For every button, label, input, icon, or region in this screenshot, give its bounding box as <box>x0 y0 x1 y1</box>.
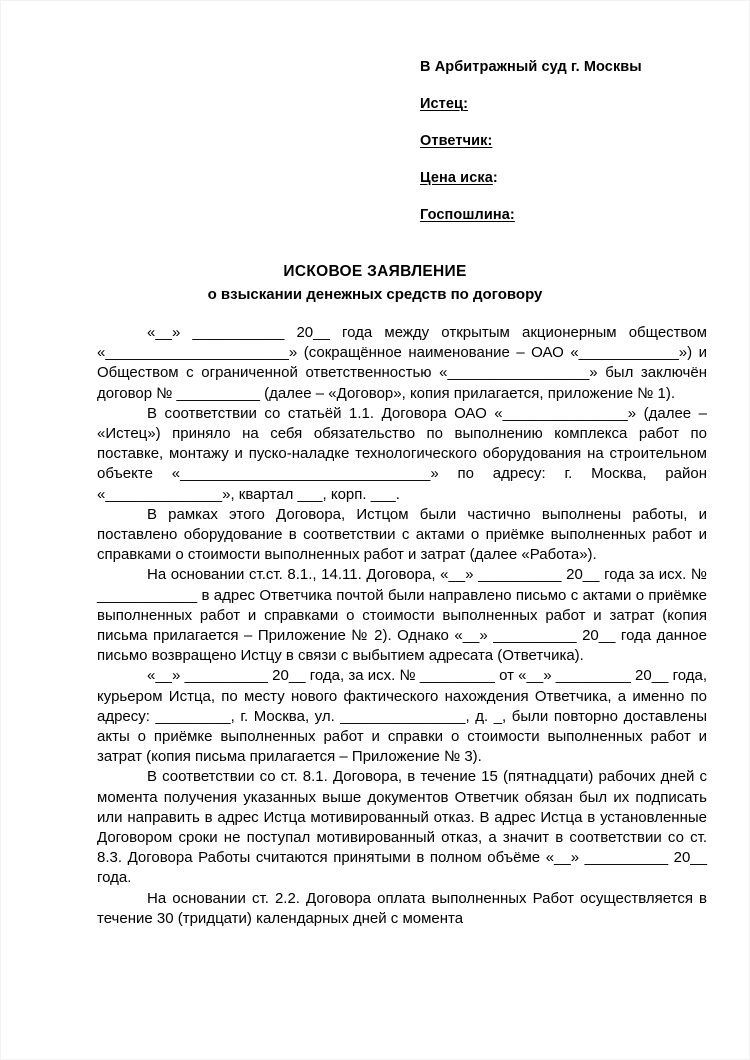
field-defendant-colon: : <box>487 133 493 149</box>
field-plaintiff-colon: : <box>463 96 469 112</box>
body-paragraph: «__» ___________ 20__ года между открытым акционерным обществом «______________________» (сокращённое наименование – ОАО «____________») и Обществом с ограниченной ответственностью «_________________» был заключён договор № __________ (далее – «Договор», копия прилагается, приложение № 1). <box>97 324 707 402</box>
field-defendant-label: Ответчик <box>420 133 488 149</box>
body-paragraph: На основании ст.ст. 8.1., 14.11. Договора, «__» __________ 20__ года за исх. № ____________ в адрес Ответчика почтой были направлено письмо с актами о приёмке выполненных работ и справками о стоимости выполненных работ и затрат (копия письма прилагается – Приложение № 2). Однако «__» __________ 20__ года данное письмо возвращено Истцу в связи с выбытием адресата (Ответчика). <box>97 566 707 665</box>
field-state-duty <box>420 206 720 224</box>
field-claim-amount <box>420 169 720 187</box>
title-block <box>1 262 749 305</box>
body-paragraph: На основании ст. 2.2. Договора оплата выполненных Работ осуществляется в течение 30 (тридцати) календарных дней с момента <box>97 889 707 927</box>
field-defendant <box>420 132 720 150</box>
document-title: ИСКОВОЕ ЗАЯВЛЕНИЕ <box>283 263 467 280</box>
body-paragraph: «__» __________ 20__ года, за исх. № _________ от «__» _________ 20__ года, курьером Истца, по месту нового фактического нахождения Ответчика, а именно по адресу: _________, г. Москва, ул. _______________, д. _, были повторно доставлены акты о приёмке выполненных работ и справки о стоимости выполненных работ и затрат (копия письма прилагается – Приложение № 3). <box>97 667 707 766</box>
field-state-duty-label: Госпошлина <box>420 207 510 223</box>
document-body <box>97 323 707 929</box>
field-plaintiff-label: Истец <box>420 96 464 112</box>
body-paragraph: В рамках этого Договора, Истцом были частично выполнены работы, и поставлено оборудование в соответствии с актами о приёмке выполненных работ и справками о стоимости выполненных работ и затрат (далее «Работа»). <box>97 505 707 564</box>
addressee-header-block <box>420 58 720 224</box>
field-claim-amount-label: Цена иска <box>420 170 493 186</box>
document-subtitle: о взыскании денежных средств по договору <box>207 286 543 303</box>
court-name: В Арбитражный суд г. Москвы <box>420 59 642 75</box>
field-state-duty-colon: : <box>509 207 515 223</box>
body-paragraph: В соответствии со статьёй 1.1. Договора ОАО «_______________» (далее – «Истец») приняло на себя обязательство по выполнению комплекса работ по поставке, монтажу и пуско-наладке технологического оборудования на строительном объекте «______________________________» по адресу: г. Москва, район «______________», квартал ___, корп. ___. <box>97 404 707 503</box>
body-paragraph: В соответствии со ст. 8.1. Договора, в течение 15 (пятнадцати) рабочих дней с момента получения указанных выше документов Ответчик обязан был их подписать или направить в адрес Истца мотивированный отказ. В адрес Истца в установленные Договором сроки не поступал мотивированный отказ, а значит в соответствии со ст. 8.3. Договора Работы считаются принятыми в полном объёме «__» __________ 20__ года. <box>97 768 707 887</box>
field-claim-amount-colon: : <box>492 170 498 186</box>
field-plaintiff <box>420 95 720 113</box>
